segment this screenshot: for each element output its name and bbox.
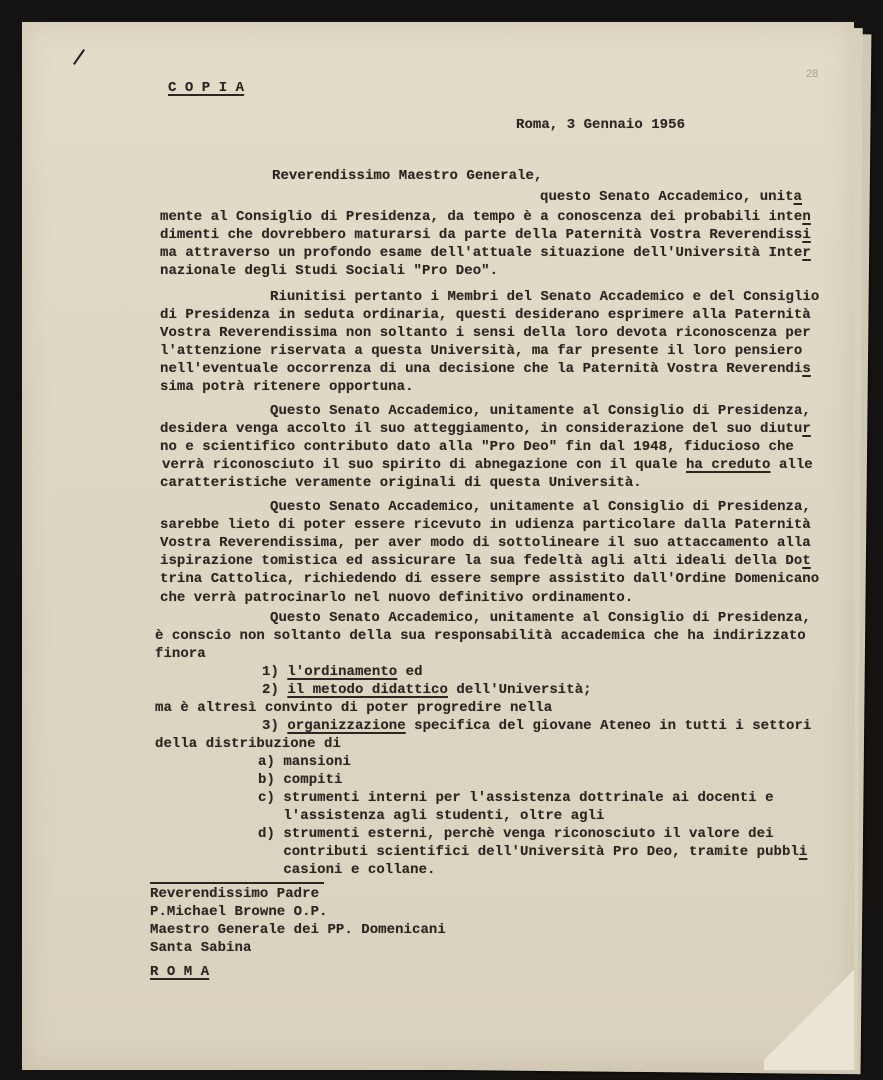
underlined-text: a <box>793 189 802 205</box>
body-line <box>262 718 811 734</box>
body-line <box>160 245 811 261</box>
page-number: 28 <box>806 68 819 80</box>
body-line <box>160 307 811 323</box>
underlined-text: il metodo didattico <box>287 682 448 698</box>
underlined-text: t <box>802 553 811 569</box>
text-segment: 2) <box>262 682 288 698</box>
address-line: Reverendissimo Padre <box>150 886 320 902</box>
text-segment: 1) <box>262 664 288 680</box>
body-line <box>270 403 811 419</box>
text-segment: sima potrà ritenere opportuna. <box>160 379 414 395</box>
text-segment: contributi scientifici dell'Università Pro Deo, tramite pubbl <box>258 844 799 860</box>
body-line <box>160 517 811 533</box>
address-line: Santa Sabina <box>150 940 252 956</box>
text-segment: Vostra Reverendissima non soltanto i sensi della loro devota riconoscenza per <box>160 325 811 341</box>
body-line <box>160 439 794 455</box>
body-line <box>270 289 819 305</box>
text-segment: dell'Università; <box>447 682 592 698</box>
underlined-text: i <box>802 227 811 243</box>
text-segment: ed <box>397 664 423 680</box>
body-line <box>160 421 811 437</box>
body-line <box>160 535 811 551</box>
text-segment: dimenti che dovrebbero maturarsi da parte della Paternità Vostra Reverendiss <box>160 227 803 243</box>
body-line <box>160 379 414 395</box>
address-line: Maestro Generale dei PP. Domenicani <box>150 922 446 938</box>
body-line <box>540 189 802 205</box>
text-segment: questo Senato Accademico, unit <box>540 189 794 205</box>
text-segment: ispirazione tomistica ed assicurare la sua fedeltà agli alti ideali della Do <box>160 553 803 569</box>
body-line <box>155 646 206 662</box>
text-segment: è conscio non soltanto della sua responsabilità accademica che ha indirizzato <box>155 628 806 644</box>
underlined-text: ha creduto <box>685 457 771 473</box>
text-segment: alle <box>770 457 813 473</box>
body-line <box>270 610 811 626</box>
text-segment: ma attraverso un profondo esame dell'attuale situazione dell'Università Inte <box>160 245 803 261</box>
body-line <box>155 736 341 752</box>
text-segment: a) mansioni <box>258 754 351 770</box>
underlined-text: n <box>802 209 811 225</box>
text-segment: c) strumenti interni per l'assistenza dottrinale ai docenti e <box>258 790 774 806</box>
text-segment: Questo Senato Accademico, unitamente al Consiglio di Presidenza, <box>270 610 811 626</box>
body-line <box>262 664 423 680</box>
body-line <box>160 325 811 341</box>
text-segment: che verrà patrocinarlo nel nuovo definitivo ordinamento. <box>160 590 634 606</box>
text-segment: verrà riconosciuto il suo spirito di abnegazione con il quale <box>162 457 686 473</box>
body-line <box>258 772 343 788</box>
text-segment: caratteristiche veramente originali di questa Università. <box>160 475 642 491</box>
underlined-text: r <box>802 245 811 261</box>
text-segment: Vostra Reverendissima, per aver modo di sottolineare il suo attaccamento alla <box>160 535 811 551</box>
text-segment: mente al Consiglio di Presidenza, da tempo è a conoscenza dei probabili inte <box>160 209 803 225</box>
body-line <box>160 475 642 491</box>
underlined-text: organizzazione <box>287 718 406 734</box>
body-line <box>258 808 605 824</box>
text-segment: 3) <box>262 718 288 734</box>
text-segment: trina Cattolica, richiedendo di essere sempre assistito dall'Ordine Domenicano <box>160 571 820 587</box>
underlined-text: s <box>802 361 811 377</box>
body-line <box>160 209 811 225</box>
body-line <box>162 457 813 473</box>
text-segment: specifica del giovane Ateneo in tutti i settori <box>405 718 812 734</box>
text-segment: della distribuzione di <box>155 736 341 752</box>
text-segment: l'attenzione riservata a questa Università, ma far presente il loro pensiero <box>160 343 803 359</box>
body-line <box>160 553 811 569</box>
body-line <box>258 826 774 842</box>
body-line <box>262 682 592 698</box>
copia-heading: C O P I A <box>168 80 245 96</box>
folded-corner <box>764 960 854 1070</box>
text-segment: casioni e collane. <box>258 862 436 878</box>
text-segment: b) compiti <box>258 772 343 788</box>
text-segment: d) strumenti esterni, perchè venga riconosciuto il valore dei <box>258 826 774 842</box>
text-segment: Questo Senato Accademico, unitamente al Consiglio di Presidenza, <box>270 499 811 515</box>
body-line <box>258 754 351 770</box>
text-segment: Riunitisi pertanto i Membri del Senato Accademico e del Consiglio <box>270 289 820 305</box>
text-segment: desidera venga accolto il suo atteggiamento, in considerazione del suo diutu <box>160 421 803 437</box>
separator-line <box>150 882 324 884</box>
text-segment: nell'eventuale occorrenza di una decisione che la Paternità Vostra Reverendi <box>160 361 803 377</box>
body-line <box>270 499 811 515</box>
text-segment: no e scientifico contributo dato alla "Pro Deo" fin dal 1948, fiducioso che <box>160 439 794 455</box>
underlined-text: l'ordinamento <box>287 664 398 680</box>
body-line <box>160 590 633 606</box>
letter-date: Roma, 3 Gennaio 1956 <box>516 117 686 133</box>
body-line <box>258 790 774 806</box>
underlined-text: i <box>798 844 808 860</box>
text-segment: ma è altresì convinto di poter progredire nella <box>155 700 553 716</box>
salutation: Reverendissimo Maestro Generale, <box>272 168 543 184</box>
text-segment: sarebbe lieto di poter essere ricevuto in udienza particolare dalla Paternità <box>160 517 811 533</box>
text-segment: l'assistenza agli studenti, oltre agli <box>258 808 605 824</box>
text-segment: di Presidenza in seduta ordinaria, questi desiderano esprimere alla Paternità <box>160 307 811 323</box>
body-line <box>160 361 811 377</box>
body-line <box>160 227 811 243</box>
body-line <box>160 263 498 279</box>
text-segment: Questo Senato Accademico, unitamente al Consiglio di Presidenza, <box>270 403 811 419</box>
body-line <box>160 571 819 587</box>
body-line <box>258 862 435 878</box>
text-segment: nazionale degli Studi Sociali "Pro Deo". <box>160 263 499 279</box>
body-line <box>258 844 807 860</box>
text-segment: finora <box>155 646 206 662</box>
underlined-text: r <box>802 421 811 437</box>
body-line <box>155 700 552 716</box>
address-line: P.Michael Browne O.P. <box>150 904 328 920</box>
body-line <box>155 628 806 644</box>
address-city: R O M A <box>150 964 210 980</box>
body-line <box>160 343 802 359</box>
